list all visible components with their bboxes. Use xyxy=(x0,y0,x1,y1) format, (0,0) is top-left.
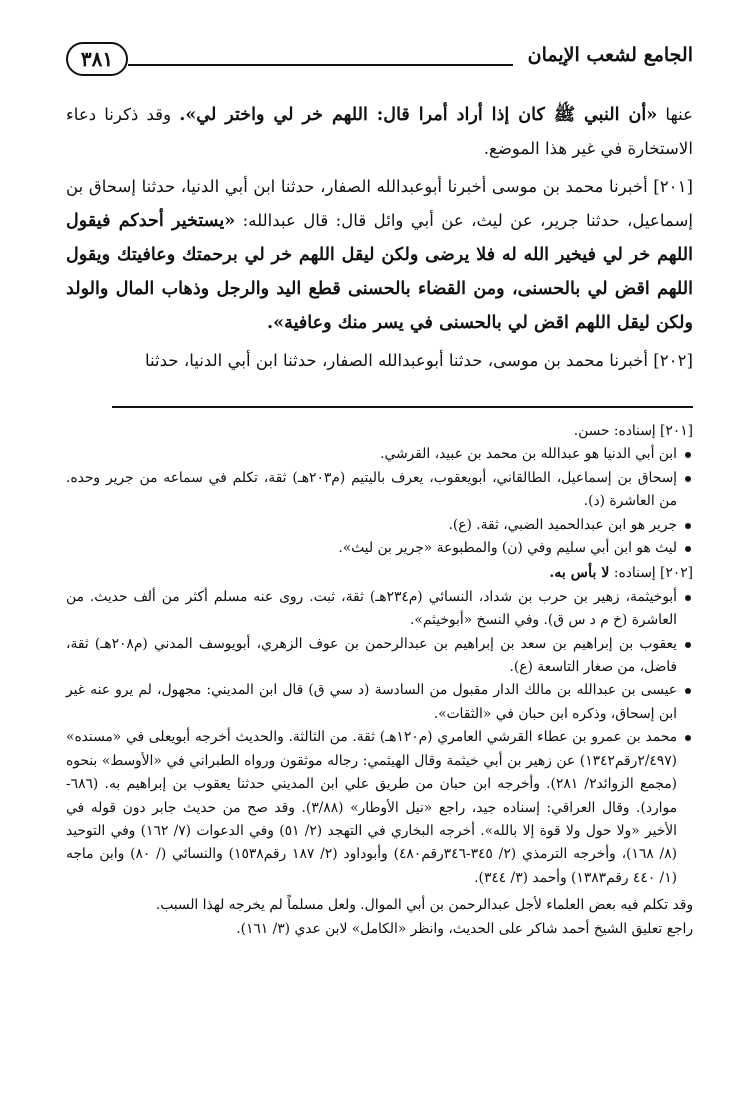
footnote-201-item: جرير هو ابن عبدالحميد الضبي، ثقة. (ع). xyxy=(66,514,693,537)
page-number-frame xyxy=(66,42,128,76)
footnotes xyxy=(66,418,693,941)
page-header xyxy=(66,40,693,80)
hadith-201-text: «يستخير أحدكم فيقول اللهم خر لي فيخير الله له فلا يرضى ولكن ليقل اللهم خر لي برحمتك وعافيتك ويقول اللهم اقض لي بالحسنى، ومن القضاء بالحسنى قطع اليد والرجل وذهاب المال والولد ولكن ليقل اللهم اقض لي بالحسنى في يسر منك وعافية». xyxy=(66,210,693,333)
footnote-201-grade: حسن. xyxy=(573,423,610,439)
footnote-202-item: يعقوب بن إبراهيم بن سعد بن إبراهيم بن عبدالرحمن بن عوف الزهري، أبويوسف المدني (م٢٠٨هـ) ثقة، فاضل، من صغار التاسعة (ع). xyxy=(66,633,693,680)
footnote-201-item: ابن أبي الدنيا هو عبدالله بن محمد بن عبيد، القرشي. xyxy=(66,443,693,466)
header-rule xyxy=(128,64,513,66)
hadith-201-chain: [٢٠١] أخبرنا محمد بن موسى أخبرنا أبوعبدالله الصفار، حدثنا ابن أبي الدنيا، حدثنا إسحاق بن إسماعيل، حدثنا جرير، عن ليث، عن أبي وائل قال: قال عبدالله: xyxy=(66,177,693,230)
hadith-202 xyxy=(66,344,693,378)
footnote-201-label: [٢٠١] إسناده: xyxy=(609,423,693,439)
footnote-202-item: محمد بن عمرو بن عطاء القرشي العامري (م١٢٠هـ) ثقة. من الثالثة. والحديث أخرجه أبويعلى في «مسنده» (٢/٤٩٧رقم١٣٤٢) عن زهير بن أبي خيثمة وقال الهيثمي: رجاله موثقون ورواه الطبراني في «الأوسط» بنحوه (مجمع الزوائد٢/ ٢٨١). وأخرجه ابن حبان من طريق علي ابن المديني حدثنا يعقوب بن إبراهيم به. (٦٨٦-موارد). وقال العراقي: إسناده جيد، راجع «نيل الأوطار» (٣/٨٨). وقد صح من حديث جابر دون قوله في الأخير «ولا حول ولا قوة إلا بالله». أخرجه البخاري في التهجد (٢/ ٥١) وفي الدعوات (٧/ ١٦٢) وفي التوحيد (٨/ ١٦٨)، وأخرجه الترمذي (٢/ ٣٤٥-٣٤٦رقم٤٨٠) وأبوداود (٢/ ١٨٧ رقم١٥٣٨) والنسائي (/ ٨٠) وابن ماجه (١/ ٤٤٠ رقم١٣٨٣) وأحمد (٣/ ٣٤٤). xyxy=(66,726,693,890)
footnote-202-grade: لا بأس به. xyxy=(549,565,610,582)
footnote-202-item: أبوخيثمة، زهير بن حرب بن شداد، النسائي (م٢٣٤هـ) ثقة، ثبت. روى عنه مسلم أكثر من ألف حديث. من العاشرة (خ م د س ق). وفي النسخ «أبوخيثم». xyxy=(66,586,693,633)
closing-reference: راجع تعليق الشيخ أحمد شاكر على الحديث، وانظر «الكامل» لابن عدي (٣/ ١٦١). xyxy=(236,920,693,937)
footnote-202-heading xyxy=(66,562,693,585)
closing-note: وقد تكلم فيه بعض العلماء لأجل عبدالرحمن بن أبي الموال. ولعل مسلماً لم يخرجه لهذا السبب. xyxy=(155,897,693,914)
footnote-201-heading xyxy=(66,420,693,443)
hadith-202-chain: [٢٠٢] أخبرنا محمد بن موسى، حدثنا أبوعبدالله الصفار، حدثنا ابن أبي الدنيا، حدثنا xyxy=(144,351,693,370)
page-number: ٣٨١ xyxy=(80,47,114,71)
footnote-separator xyxy=(112,406,693,408)
running-title: الجامع لشعب الإيمان xyxy=(527,44,693,66)
paragraph-intro xyxy=(66,98,693,166)
main-text xyxy=(66,98,693,382)
intro-rest: وقد ذكرنا دعاء الاستخارة في غير هذا الموضع. xyxy=(66,105,693,158)
prophet-quote: «أن النبي ﷺ كان إذا أراد أمرا قال: اللهم خر لي واختر لي». xyxy=(179,104,658,125)
intro-lead: عنها xyxy=(657,105,693,124)
footnote-202-item: عيسى بن عبدالله بن مالك الدار مقبول من السادسة (د سي ق) قال ابن المديني: مجهول، لم يرو عنه غير ابن إسحاق، وذكره ابن حبان في «الثقات». xyxy=(66,679,693,726)
footnote-201-item: إسحاق بن إسماعيل، الطالقاني، أبويعقوب، يعرف باليتيم (م٢٠٣هـ) ثقة، تكلم في سماعه من جرير وحده. من العاشرة (د). xyxy=(66,467,693,514)
footnote-202-label: [٢٠٢] إسناده: xyxy=(609,565,693,582)
footnote-201-item: ليث هو ابن أبي سليم وفي (ن) والمطبوعة «جرير بن ليث». xyxy=(66,537,693,560)
hadith-201 xyxy=(66,170,693,340)
